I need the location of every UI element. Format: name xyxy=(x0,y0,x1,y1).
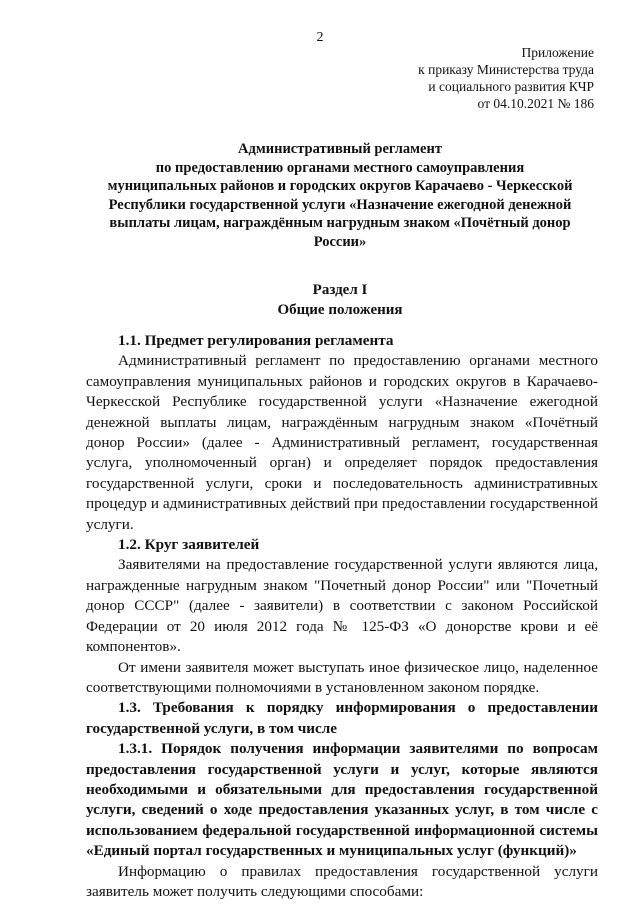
appendix-block xyxy=(418,44,594,112)
paragraph-1-2-b: От имени заявителя может выступать иное физическое лицо, наделенное соответствующими полномочиями в установленном законом порядке. xyxy=(86,658,598,696)
subsection-heading-1-3-1: 1.3.1. Порядок получения информации заявителями по вопросам предоставления государственной услуги и услуг, которые являются необходимыми и обязательными для предоставления государственной услуги, сведений о ходе предоставления указанных услуг, в том числе с использованием федеральной государственной информационной системы «Единый портал государственных и муниципальных услуг (функций)» xyxy=(86,740,598,860)
title-line: Республики государственной услуги «Назначение ежегодной денежной xyxy=(108,196,572,213)
paragraph-1-3-1: Информацию о правилах предоставления государственной услуги заявитель может получить следующими способами: xyxy=(86,862,598,900)
title-line: муниципальных районов и городских округов Карачаево - Черкесской xyxy=(107,178,573,194)
title-line: Административный регламент xyxy=(238,141,442,157)
subsection-heading-1-2: 1.2. Круг заявителей xyxy=(118,536,260,554)
subsection-heading-1-3: 1.3. Требования к порядку информирования о предоставлении государственной услуги, в том числе xyxy=(86,699,598,737)
section-name: Общие положения xyxy=(277,302,403,318)
page-number: 2 xyxy=(316,30,324,45)
section-heading xyxy=(80,280,600,320)
appendix-line: Приложение xyxy=(521,45,594,60)
paragraph-1-2-a: Заявителями на предоставление государственной услуги являются лица, награжденные нагрудным знаком "Почетный донор России" или "Почетный донор СССР" (далее - заявители) в соответствии с законом Российской Федерации от 20 июля 2012 года № 125-ФЗ «О донорстве крови и её компонентов». xyxy=(86,556,598,656)
appendix-line: от 04.10.2021 № 186 xyxy=(477,96,594,111)
document-title xyxy=(80,140,600,251)
paragraph-1-1: Административный регламент по предоставлению органами местного самоуправления муниципальных районов и городских округов в Карачаево-Черкесской Республике государственной услуги «Назначение ежегодной денежной выплаты лицам, награждённым нагрудным знаком «Почётный донор России» (далее - Административный регламент, государственная услуга, уполномоченный орган) и определяет порядок предоставления государственной услуги, сроки и последовательность административных процедур и административных действий при предоставлении государственной услуги. xyxy=(86,352,598,533)
appendix-line: и социального развития КЧР xyxy=(428,79,594,94)
appendix-line: к приказу Министерства труда xyxy=(418,62,594,77)
section-label: Раздел I xyxy=(312,282,368,298)
document-body xyxy=(86,331,598,902)
subsection-heading-1-1: 1.1. Предмет регулирования регламента xyxy=(118,332,394,349)
title-line: России» xyxy=(313,233,367,250)
title-line: по предоставлению органами местного самоуправления xyxy=(155,159,525,176)
title-line: выплаты лицам, награждённым нагрудным знаком «Почётный донор xyxy=(109,215,571,231)
